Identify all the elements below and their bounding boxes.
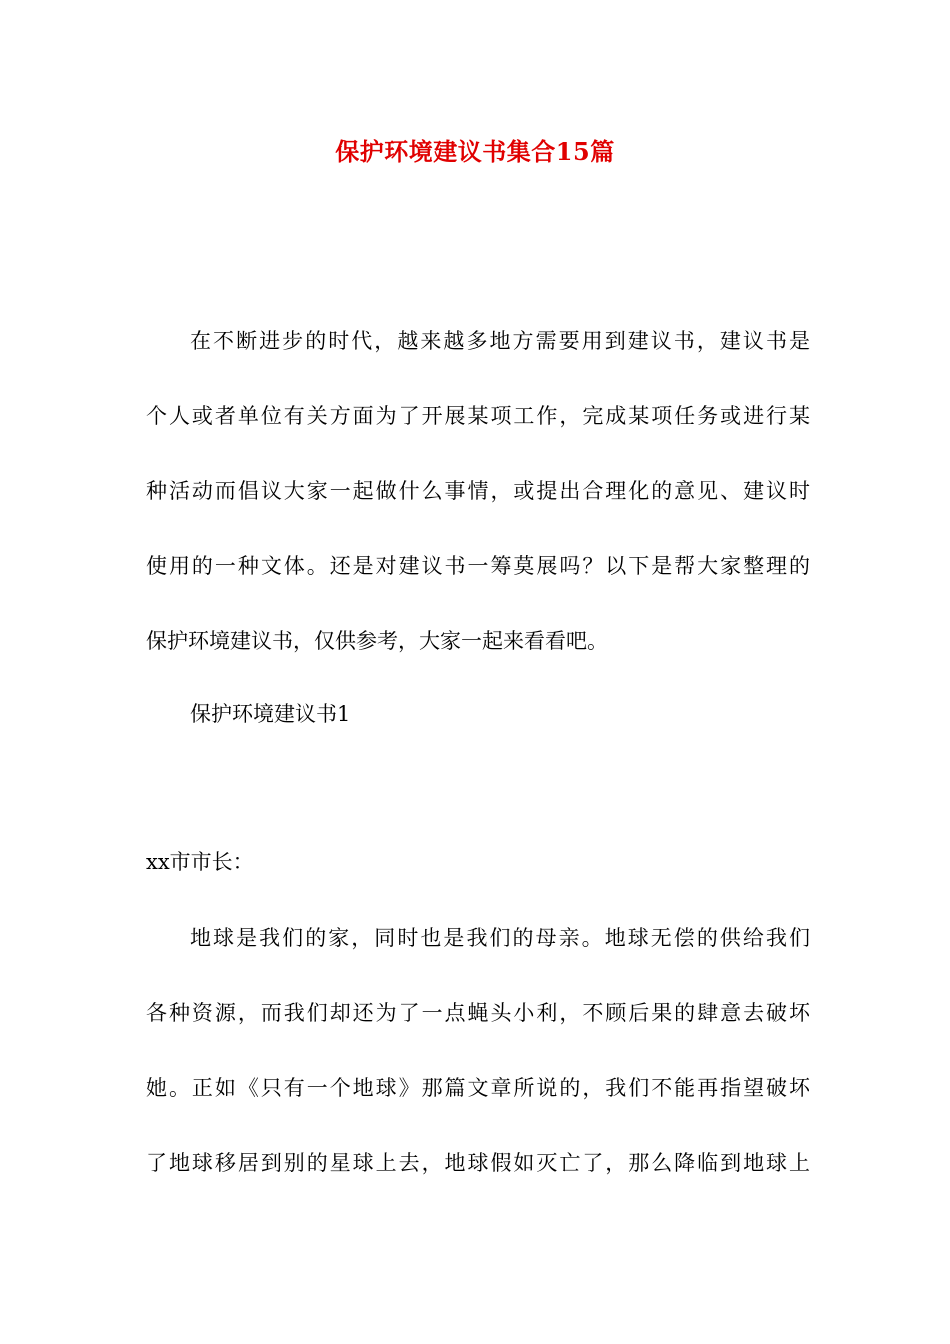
document-title: 保护环境建议书集合15篇 [335,137,615,166]
body-paragraph [146,901,810,1201]
body-line: 各种资源，而我们却还为了一点蝇头小利，不顾后果的肆意去破坏 [146,1001,810,1025]
intro-line: 种活动而倡议大家一起做什么事情，或提出合理化的意见、建议时 [146,479,810,503]
intro-line: 保护环境建议书，仅供参考，大家一起来看看吧。 [146,629,608,653]
body-line: 她。正如《只有一个地球》那篇文章所说的，我们不能再指望破坏 [146,1076,810,1100]
body-line: 地球是我们的家，同时也是我们的母亲。地球无偿的供给我们 [190,926,810,950]
intro-paragraph [146,304,810,679]
intro-line: 在不断进步的时代，越来越多地方需要用到建议书，建议书是 [190,329,810,353]
intro-line: 使用的一种文体。还是对建议书一筹莫展吗？以下是帮大家整理的 [146,554,810,578]
body-line: 了地球移居到别的星球上去，地球假如灭亡了，那么降临到地球上 [146,1151,810,1175]
salutation [146,825,810,900]
intro-line: 个人或者单位有关方面为了开展某项工作，完成某项任务或进行某 [146,404,810,428]
section-heading-text: 保护环境建议书1 [190,702,351,726]
section-heading [146,677,810,752]
salutation-text: xx市市长： [146,850,254,874]
